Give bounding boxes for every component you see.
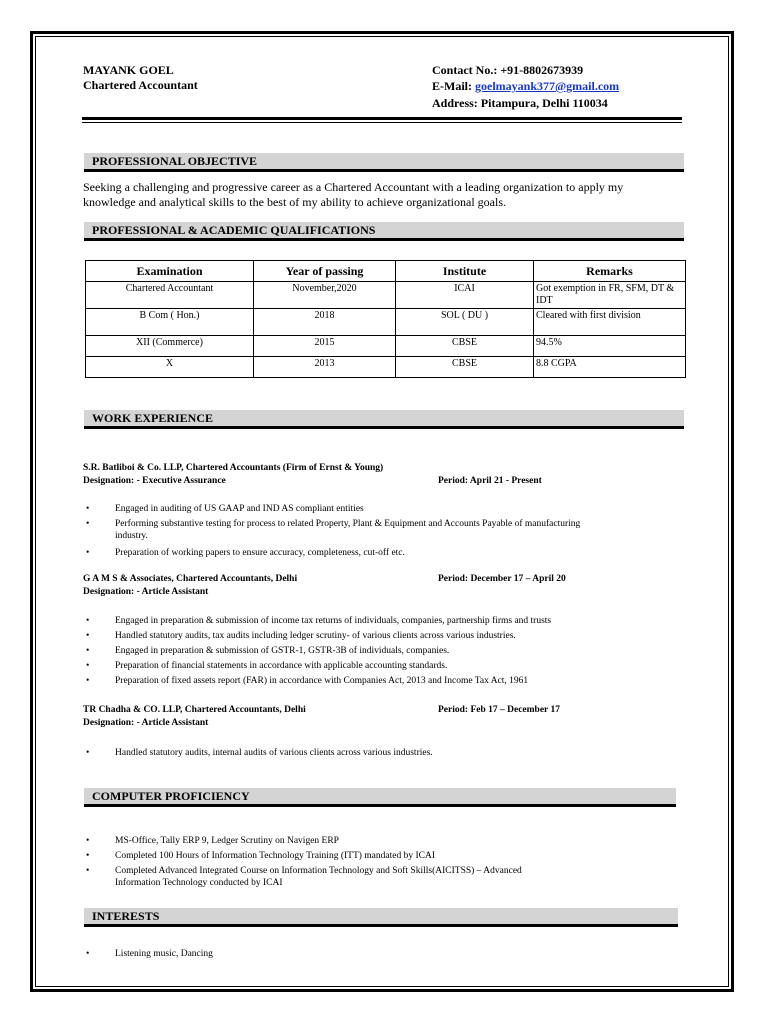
table-cell: Cleared with first division [534,309,686,336]
list-item: • Performing substantive testing for process to related Property, Plant & Equipment and Accounts Payable of manufacturing [86,519,581,529]
table-cell: 2015 [254,336,396,357]
header-rule-thin [82,122,682,123]
list-item: • MS-Office, Tally ERP 9, Ledger Scrutiny on Navigen ERP [86,836,339,846]
job-bullets [84,503,684,562]
list-item [84,530,684,542]
list-item-text: Engaged in auditing of US GAAP and IND AS compliant entities [115,504,364,514]
job-designation: Designation: - Article Assistant [83,718,209,728]
section-underline [84,804,676,807]
table-cell: B Com ( Hon.) [86,309,254,336]
table-cell: CBSE [396,357,534,378]
interests-bullets [84,948,684,963]
list-item: • Handled statutory audits, tax audits including ledger scrutiny- of various clients across various industries. [86,631,516,641]
list-item: • Preparation of financial statements in accordance with applicable accounting standards. [86,661,448,671]
column-header: Remarks [534,261,686,282]
list-item-text: Handled statutory audits, tax audits including ledger scrutiny- of various clients across various industries. [115,631,516,641]
section-underline [84,924,678,927]
column-header: Institute [396,261,534,282]
job-firm: G A M S & Associates, Chartered Accountants, Delhi [83,574,298,584]
list-item-text: Handled statutory audits, internal audits of various clients across various industries. [115,748,433,758]
candidate-title: Chartered Accountant [83,78,198,92]
list-item: • Listening music, Dancing [86,949,213,959]
table-cell: X [86,357,254,378]
address: Address: Pitampura, Delhi 110034 [432,96,608,110]
job-designation: Designation: - Article Assistant [83,587,209,597]
column-header: Year of passing [254,261,396,282]
computer-bullets [84,835,684,892]
list-item-text: Completed 100 Hours of Information Technology Training (ITT) mandated by ICAI [115,851,435,861]
email-link[interactable]: goelmayank377@gmail.com [475,79,620,93]
job-period: Period: April 21 - Present [438,476,542,486]
objective-line: knowledge and analytical skills to the best of my ability to achieve organizational goals. [83,195,506,209]
list-item: • Handled statutory audits, internal audits of various clients across various industries. [86,748,433,758]
section-heading-computer: COMPUTER PROFICIENCY [84,788,676,804]
list-item-text: Performing substantive testing for process to related Property, Plant & Equipment and Accounts Payable of manufacturing [115,519,581,529]
list-item-text: industry. [115,531,148,541]
list-item-text: Completed Advanced Integrated Course on Information Technology and Soft Skills(AICITSS) – Advanced [115,866,522,876]
table-cell: Chartered Accountant [86,282,254,309]
job-bullets [84,747,684,762]
section-underline [84,169,684,172]
section-heading-objective: PROFESSIONAL OBJECTIVE [84,153,684,169]
list-item [84,877,684,889]
table-cell: Got exemption in FR, SFM, DT & IDT [534,282,686,309]
list-item: • Engaged in preparation & submission of income tax returns of individuals, companies, partnership firms and trusts [86,616,552,626]
table-cell: 94.5% [534,336,686,357]
email-line [432,78,619,94]
table-cell: CBSE [396,336,534,357]
job-firm: S.R. Batliboi & Co. LLP, Chartered Accountants (Firm of Ernst & Young) [83,463,384,473]
section-heading-qualifications: PROFESSIONAL & ACADEMIC QUALIFICATIONS [84,222,684,238]
job-period: Period: December 17 – April 20 [438,574,566,584]
table-row [86,282,686,309]
list-item-text: Information Technology conducted by ICAI [115,878,283,888]
qualifications-table [85,260,686,378]
list-item-text: Engaged in preparation & submission of GSTR-1, GSTR-3B of individuals, companies. [115,646,450,656]
table-cell: 2013 [254,357,396,378]
email-label: E-Mail: [432,79,475,93]
table-cell: SOL ( DU ) [396,309,534,336]
list-item: • Engaged in auditing of US GAAP and IND AS compliant entities [86,504,364,514]
section-underline [84,238,684,241]
list-item-text: Preparation of working papers to ensure accuracy, completeness, cut-off etc. [115,548,405,558]
objective-text [83,180,685,210]
table-cell: 8.8 CGPA [534,357,686,378]
list-item: • Completed 100 Hours of Information Technology Training (ITT) mandated by ICAI [86,851,435,861]
section-underline [84,426,684,429]
table-row [86,336,686,357]
list-item: • Engaged in preparation & submission of GSTR-1, GSTR-3B of individuals, companies. [86,646,450,656]
list-item-text: Preparation of fixed assets report (FAR) in accordance with Companies Act, 2013 and Income Tax Act, 1961 [115,676,529,686]
list-item-text: MS-Office, Tally ERP 9, Ledger Scrutiny on Navigen ERP [115,836,339,846]
job-bullets [84,615,684,690]
table-cell: 2018 [254,309,396,336]
table-row [86,309,686,336]
job-designation: Designation: - Executive Assurance [83,476,226,486]
candidate-name: MAYANK GOEL [83,63,174,77]
list-item-text: Listening music, Dancing [115,949,213,959]
job-period: Period: Feb 17 – December 17 [438,705,560,715]
list-item: • Preparation of working papers to ensure accuracy, completeness, cut-off etc. [86,548,405,558]
list-item: • Completed Advanced Integrated Course on Information Technology and Soft Skills(AICITSS) – Advanced [86,866,522,876]
section-heading-work: WORK EXPERIENCE [84,410,684,426]
list-item-text: Preparation of financial statements in accordance with applicable accounting standards. [115,661,448,671]
table-cell: November,2020 [254,282,396,309]
list-item-text: Engaged in preparation & submission of income tax returns of individuals, companies, partnership firms and trusts [115,616,552,626]
table-cell: XII (Commerce) [86,336,254,357]
table-header-row [86,261,686,282]
section-heading-interests: INTERESTS [84,908,678,924]
table-row [86,357,686,378]
header-rule-thick [82,117,682,120]
contact-number: Contact No.: +91-8802673939 [432,63,584,77]
objective-line: Seeking a challenging and progressive career as a Chartered Accountant with a leading organization to apply my [83,180,624,194]
job-firm: TR Chadha & CO. LLP, Chartered Accountants, Delhi [83,705,306,715]
table-cell: ICAI [396,282,534,309]
list-item: • Preparation of fixed assets report (FAR) in accordance with Companies Act, 2013 and Income Tax Act, 1961 [86,676,529,686]
column-header: Examination [86,261,254,282]
